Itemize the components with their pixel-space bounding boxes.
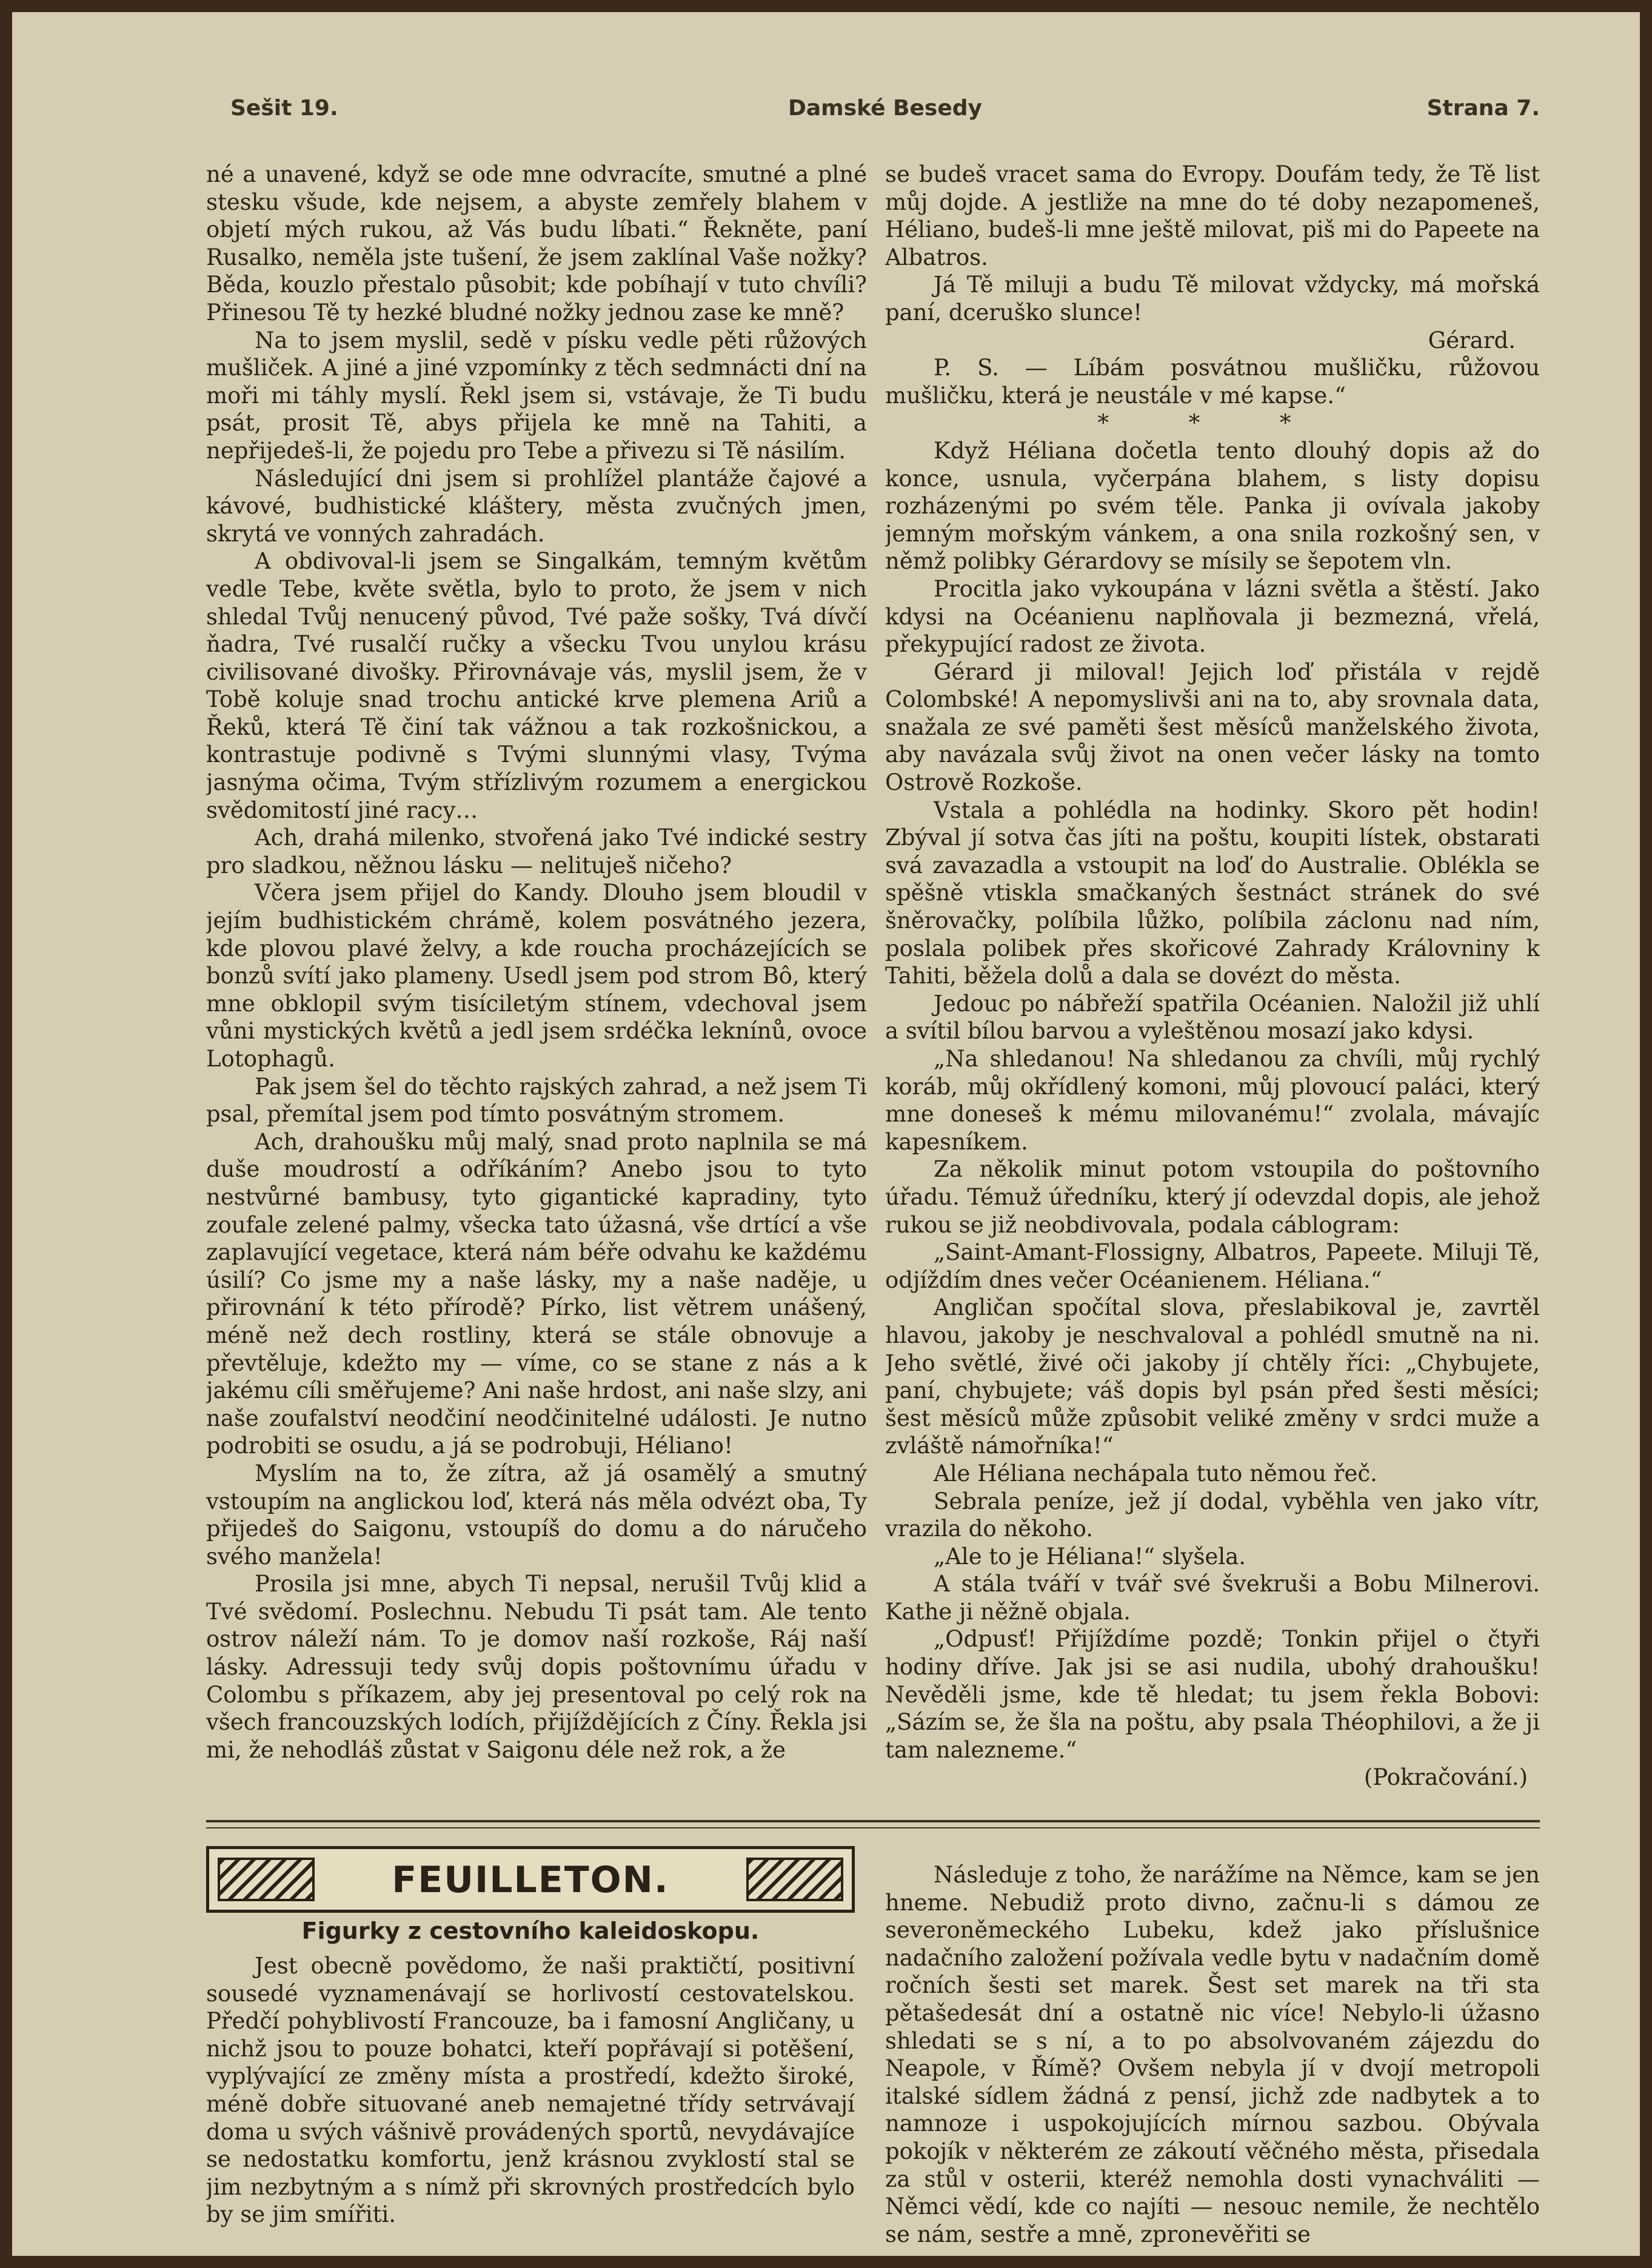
paragraph: Já Tě miluji a budu Tě milovat vždycky, má mořská paní, dceruško slunce! <box>885 272 1540 326</box>
paragraph: Ach, drahá milenko, stvořená jako Tvé indické sestry pro sladkou, něžnou lásku — nelituješ ničeho? <box>206 825 867 878</box>
paragraph: Následující dni jsem si prohlížel plantáže čajové a kávové, budhistické kláštery, města zvučných jmen, skrytá ve vonných zahradách. <box>206 465 867 547</box>
paragraph: Na to jsem myslil, sedě v písku vedle pěti růžových mušliček. A jiné a jiné vzpomínky z těch sedmnácti dní na moři mi táhly myslí. Řekl jsem si, vstávaje, že Ti budu psát, prosit Tě, abys přijela ke mně na Tahiti, a nepřijedeš-li, že pojedu pro Tebe a přivezu si Tě násilím. <box>206 327 867 464</box>
section-divider-thin <box>206 1827 1540 1828</box>
paragraph: A stála tváří v tvář své švekruši a Bobu Milnerovi. Kathe ji něžně objala. <box>885 1571 1540 1625</box>
issue-number: Sešit 19. <box>230 96 338 121</box>
paragraph: Procitla jako vykoupána v lázni světla a štěstí. Jako kdysi na Océanienu naplňovala ji bezmezná, vřelá, překypující radost ze života. <box>885 575 1540 658</box>
paragraph: Vstala a pohlédla na hodinky. Skoro pět hodin! Zbýval jí sotva čas jíti na poštu, koupiti lístek, obstarati svá zavazadla a vstoupit na loď do Australie. Oblékla se spěšně vtiskla smačkaných šestnáct stránek do své šněrovačky, políbila lůžko, políbila záclonu nad ním, poslala polibek přes skořicové Zahrady Královniny k Tahiti, běžela dolů a dala se dovézt do města. <box>885 797 1540 989</box>
paragraph: Za několik minut potom vstoupila do poštovního úřadu. Témuž úředníku, který jí odevzdal dopis, ale jehož rukou se již neobdivovala, podala cáblogram: <box>885 1156 1540 1238</box>
magazine-title: Damské Besedy <box>788 96 982 121</box>
signature: Gérard. <box>1428 327 1516 353</box>
paragraph: Pak jsem šel do těchto rajských zahrad, a než jsem Ti psal, přemítal jsem pod tímto posvátným stromem. <box>206 1073 867 1128</box>
page-header <box>230 96 1540 132</box>
paragraph: se budeš vracet sama do Evropy. Doufám tedy, že Tě list můj dojde. A jestliže na mne do té doby nezapomeneš, Héliano, budeš-li mne ještě milovat, piš mi do Papeete na Albatros. <box>885 161 1540 270</box>
paragraph: „Saint-Amant-Flossigny, Albatros, Papeete. Miluji Tě, odjíždím dnes večer Océanienem. Héliana.“ <box>885 1239 1540 1293</box>
feuilleton-subtitle: Figurky z cestovního kaleidoskopu. <box>301 1918 760 1944</box>
paragraph: né a unavené, když se ode mne odvracíte, smutné a plné stesku všude, kde nejsem, a abyste zemřely blahem v objetí mých rukou, až Vás budu líbati.“ Řekněte, paní Rusalko, neměla jste tušení, že jsem zaklínal Vaše nožky? Běda, kouzlo přestalo působit; kde pobíhají v tuto chvíli? Přinesou Tě ty hezké bludné nožky jednou zase ke mně? <box>206 161 867 326</box>
paragraph: Jedouc po nábřeží spatřila Océanien. Naložil již uhlí a svítil bílou barvou a vyleštěnou mosazí jako kdysi. <box>885 990 1540 1045</box>
paragraph: „Na shledanou! Na shledanou za chvíli, můj rychlý koráb, můj okřídlený komoni, můj plovoucí paláci, který mne doneseš k mému milovanému!“ zvolala, mávajíc kapesníkem. <box>885 1046 1540 1155</box>
paragraph: „Odpusť! Přijíždíme pozdě; Tonkin přijel o čtyři hodiny dříve. Jak jsi se asi nudila, ubohý drahoušku! Nevěděli jsme, kde tě hledat; tu jsem řekla Bobovi: „Sázím se, že šla na poštu, aby psala Théophilovi, a že ji tam nalezneme.“ <box>885 1626 1540 1763</box>
paragraph: Prosila jsi mne, abych Ti nepsal, nerušil Tvůj klid a Tvé svědomí. Poslechnu. Nebudu Ti psát tam. Ale tento ostrov náleží nám. To je domov naší rozkoše, Ráj naší lásky. Adressuji tedy svůj dopis poštovnímu úřadu v Colombu s příkazem, aby jej presentoval po celý rok na všech francouzských lodích, přijíždějících z Číny. Řekla jsi mi, že nehodláš zůstat v Saigonu déle než rok, a že <box>206 1571 867 1763</box>
paragraph: Následuje z toho, že narážíme na Němce, kam se jen hneme. Nebudiž proto divno, začnu-li s dámou ze severoněmeckého Lubeku, kdež jako příslušnice nadačního založení požívala vedle bytu v nadačním domě ročních šesti set marek. Šest set marek na tři sta pětašedesát dní a ostatně nic více! Nebylo-li úžasno shledati se s ní, a to po absolvovaném zájezdu do Neapole, v Římě? Ovšem nebyla jí v dvojí metropoli italské sídlem žádná z pensí, jichž zde nadbytek a to namnoze i uspokojujících mírnou sazbou. Obývala pokojík v některém ze zákoutí věčného města, přisedala za stůl v osterii, kteréž nemohla dosti vynachváliti — Němci vědí, kde co najíti — nesouc nemile, že nechtělo se nám, sestře a mně, zpronevěřiti se <box>885 1862 1540 2247</box>
newspaper-page <box>12 12 1640 2256</box>
paragraph: Angličan spočítal slova, přeslabikoval je, zavrtěl hlavou, jakoby je neschvaloval a pohlédl smutně na ni. Jeho světlé, živé oči jakoby jí chtěly říci: „Chybujete, paní, chybujete; váš dopis byl psán před šesti měsíci; šest měsíců může způsobit veliké změny v srdci muže a zvláště námořníka!“ <box>885 1294 1540 1459</box>
paragraph: Včera jsem přijel do Kandy. Dlouho jsem bloudil v jejím budhistickém chrámě, kolem posvátného jezera, kde plovou plavé želvy, a kde roucha procházejících se bonzů svítí jako plameny. Usedl jsem pod strom Bô, který mne obklopil svým tisíciletým stínem, vdechoval jsem vůni mystických květů a jedl jsem srdéčka leknínů, ovoce Lotophagů. <box>206 880 867 1072</box>
paragraph: Ale Héliana nechápala tuto němou řeč. <box>934 1460 1377 1487</box>
feuilleton-left-column <box>206 1952 855 2237</box>
feuilleton-right-column <box>885 1861 1540 2249</box>
paragraph: Myslím na to, že zítra, až já osamělý a smutný vstoupím na anglickou loď, která nás měla odvézt oba, Ty přijedeš do Saigonu, vstoupíš do domu a do náručeho svého manžela! <box>206 1460 867 1570</box>
postscript: P. S. — Líbám posvátnou mušličku, růžovou mušličku, která je neustále v mé kapse.“ <box>885 355 1540 409</box>
ornament-icon <box>218 1858 315 1901</box>
page-number: Strana 7. <box>1426 96 1540 121</box>
left-column <box>206 161 867 1798</box>
section-divider <box>206 1820 1540 1822</box>
paragraph: Sebrala peníze, jež jí dodal, vyběhla ven jako vítr, vrazila do někoho. <box>885 1488 1540 1542</box>
feuilleton-banner <box>206 1846 855 1913</box>
paragraph: Když Héliana dočetla tento dlouhý dopis až do konce, usnula, vyčerpána blahem, s listy dopisu rozházenými po svém těle. Panka ji ovívala jakoby jemným mořským vánkem, a ona snila rozkošný sen, v němž polibky Gérardovy se mísily se šepotem vln. <box>885 437 1540 575</box>
paragraph: Ach, drahoušku můj malý, snad proto naplnila se má duše moudrostí a odříkáním? Anebo jsou to tyto nestvůrné bambusy, tyto gigantické kapradiny, tyto zoufale zelené palmy, všecka tato úžasná, vše drtící a vše zaplavující vegetace, která nám béře odvahu ke každému úsilí? Co jsme my a naše lásky, my a naše naděje, u přirovnání k této přírodě? Pírko, list větrem unášený, méně než dech rostliny, která se stále obnovuje a převtěluje, kdežto my — víme, co se stane z nás a k jakému cíli směřujeme? Ani naše hrdost, ani naše slzy, ani naše zoufalství neodčiní neodčinitelné události. Je nutno podrobiti se osudu, a já se podrobuji, Héliano! <box>206 1128 867 1459</box>
paragraph: A obdivoval-li jsem se Singalkám, temným květům vedle Tebe, květe světla, bylo to proto, že jsem v nich shledal Tvůj nenucený původ, Tvé paže sošky, Tvá dívčí ňadra, Tvé rusalčí ručky a všecku Tvou unylou krásu civilisované divošky. Přirovnávaje vás, myslil jsem, že v Tobě koluje snad trochu antické krve plemena Ariů a Řeků, která Tě činí tak vážnou a tak rozkošnickou, a kontrastuje podivně s Tvými slunnými vlasy, Tvýma jasnýma očima, Tvým střízlivým rozumem a energickou svědomitostí jiné racy… <box>206 548 867 823</box>
paragraph: Jest obecně povědomo, že naši praktičtí, positivní sousedé vyznamenávají se horlivostí cestovatelskou. Předčí pohyblivostí Francouze, ba i famosní Angličany, u nichž jsou to pouze bohatci, kteří popřávají si potěšení, vyplývající ze změny místa a prostředí, kdežto široké, méně dobře situované aneb nemajetné třídy setrvávají doma u svých vášnivě provádených sportů, nevydávajíce se nedostatku komfortu, jenž krásnou zvyklostí stal se jim nezbytným a s nímž při skrovných prostředcích bylo by se jim smířiti. <box>206 1953 855 2228</box>
paragraph: „Ale to je Héliana!“ slyšela. <box>934 1543 1246 1570</box>
section-separator: * * * <box>1097 410 1328 437</box>
continuation-note: (Pokračování.) <box>1363 1764 1528 1791</box>
feuilleton-title: FEUILLETON. <box>392 1859 669 1901</box>
ornament-icon <box>746 1858 843 1901</box>
paragraph: Gérard ji miloval! Jejich loď přistála v rejdě Colombské! A nepomyslivši ani na to, aby srovnala data, snažala ze své paměti šest měsíců manželského života, aby navázala svůj život na onen večer lásky na tomto Ostrově Rozkoše. <box>885 658 1540 796</box>
right-column <box>885 161 1540 1798</box>
